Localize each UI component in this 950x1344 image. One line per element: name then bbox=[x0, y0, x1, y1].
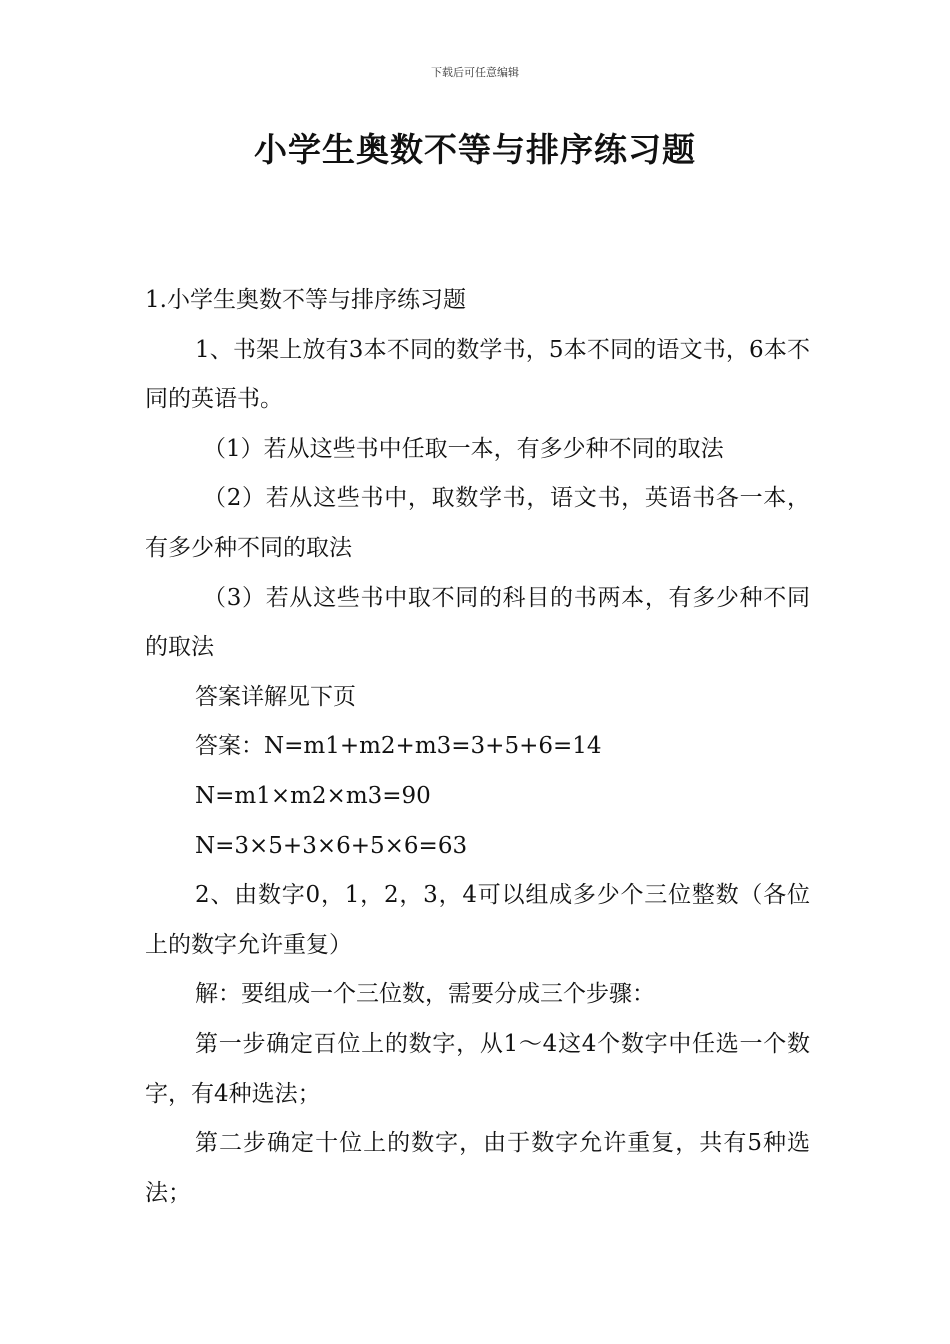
question-1-part-1: （1）若从这些书中任取一本，有多少种不同的取法 bbox=[203, 435, 724, 462]
document-title: 小学生奥数不等与排序练习题 bbox=[254, 130, 696, 169]
section-heading: 1.小学生奥数不等与排序练习题 bbox=[145, 287, 466, 313]
question-1-part-3: （3）若从这些书中取不同的科目的书两本，有多少种不同的取法 bbox=[145, 584, 810, 661]
question-1-part-2: （2）若从这些书中，取数学书，语文书，英语书各一本，有多少种不同的取法 bbox=[145, 485, 810, 561]
answer-note: 答案详解见下页 bbox=[195, 683, 356, 710]
page-header-note: 下载后可任意编辑 bbox=[431, 66, 519, 79]
solution-step-1: 第一步确定百位上的数字，从1～4这4个数字中任选一个数字，有4种选法； bbox=[145, 1030, 810, 1107]
answer-line-2: N=m1×m2×m3=90 bbox=[195, 782, 431, 809]
solution-intro: 解：要组成一个三位数，需要分成三个步骤： bbox=[195, 981, 655, 1008]
question-1-paragraph: 1、书架上放有3本不同的数学书，5本不同的语文书，6本不同的英语书。 bbox=[145, 336, 810, 413]
question-2-paragraph: 2、由数字0，1，2，3，4可以组成多少个三位整数（各位上的数字允许重复） bbox=[145, 882, 810, 958]
solution-step-2: 第二步确定十位上的数字，由于数字允许重复，共有5种选法； bbox=[145, 1130, 810, 1206]
answer-line-1: 答案：N=m1+m2+m3=3+5+6=14 bbox=[195, 733, 602, 760]
answer-line-3: N=3×5+3×6+5×6=63 bbox=[195, 832, 468, 859]
document-body bbox=[145, 276, 810, 1218]
